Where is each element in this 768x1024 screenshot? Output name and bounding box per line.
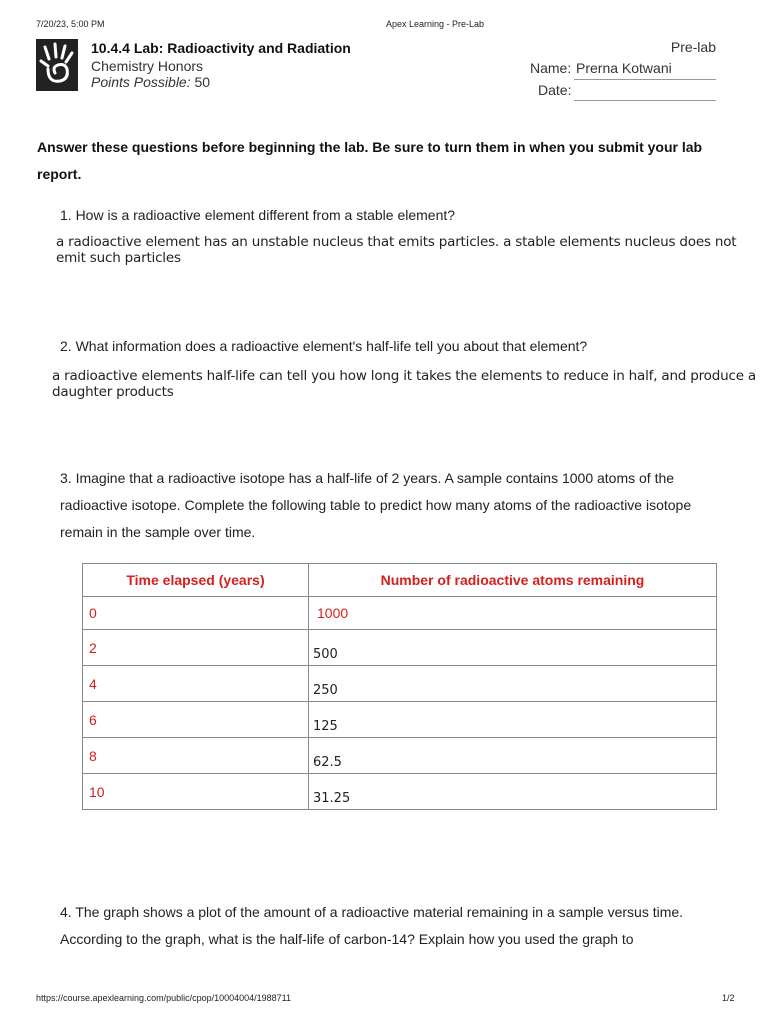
print-site-title: Apex Learning - Pre-Lab [386,19,485,29]
table-row [83,738,717,774]
atoms-cell: 500 [309,630,717,666]
print-datetime: 7/20/23, 5:00 PM [36,19,105,29]
prelab-label: Pre-lab [670,39,716,55]
time-cell: 8 [83,738,309,774]
footer-url: https://course.apexlearning.com/public/cpop/10004004/1988711 [36,993,292,1003]
name-value: Prerna Kotwani [576,60,672,76]
date-underline [574,100,716,101]
header-time: Time elapsed (years) [83,564,309,597]
date-label: Date: [538,82,572,98]
atoms-cell: 125 [309,702,717,738]
header-atoms: Number of radioactive atoms remaining [309,564,717,597]
answer-2: a radioactive elements half-life can tell you how long it takes the elements to reduce in half, and produce a daughter products [52,368,756,400]
footer-page-number: 1/2 [722,993,735,1003]
course-name: Chemistry Honors [91,58,204,74]
answer-1: a radioactive element has an unstable nucleus that emits particles. a stable elements nucleus does not emit such particles [56,234,737,266]
table-row [83,702,717,738]
name-label: Name: [530,60,572,76]
points-possible [91,74,210,90]
table-row [83,666,717,702]
half-life-table [82,563,717,810]
table-row [83,774,717,810]
points-value: 50 [194,74,211,90]
atoms-cell: 31.25 [309,774,717,810]
time-cell: 4 [83,666,309,702]
points-label: Points Possible: [91,74,191,90]
lab-title: 10.4.4 Lab: Radioactivity and Radiation [91,40,351,56]
question-1: 1. How is a radioactive element different from a stable element? [60,207,456,223]
atoms-cell: 250 [309,666,717,702]
table-row [83,630,717,666]
time-cell: 0 [83,597,309,630]
atoms-cell: 62.5 [309,738,717,774]
question-3: 3. Imagine that a radioactive isotope has a half-life of 2 years. A sample contains 1000 atoms of the radioactive isotope. Complete the following table to predict how many atoms of the radioactive isotope remain in the sample over time. [60,470,692,540]
atoms-cell: 1000 [309,597,717,630]
name-underline [574,79,716,80]
table-header-row [83,564,717,597]
table-row [83,597,717,630]
instructions: Answer these questions before beginning the lab. Be sure to turn them in when you submit your lab report. [37,139,703,182]
time-cell: 2 [83,630,309,666]
time-cell: 6 [83,702,309,738]
time-cell: 10 [83,774,309,810]
question-2: 2. What information does a radioactive element's half-life tell you about that element? [60,338,588,354]
question-4: 4. The graph shows a plot of the amount of a radioactive material remaining in a sample versus time. According to the graph, what is the half-life of carbon-14? Explain how you used the graph to [60,904,684,947]
apex-logo-icon [36,39,78,91]
